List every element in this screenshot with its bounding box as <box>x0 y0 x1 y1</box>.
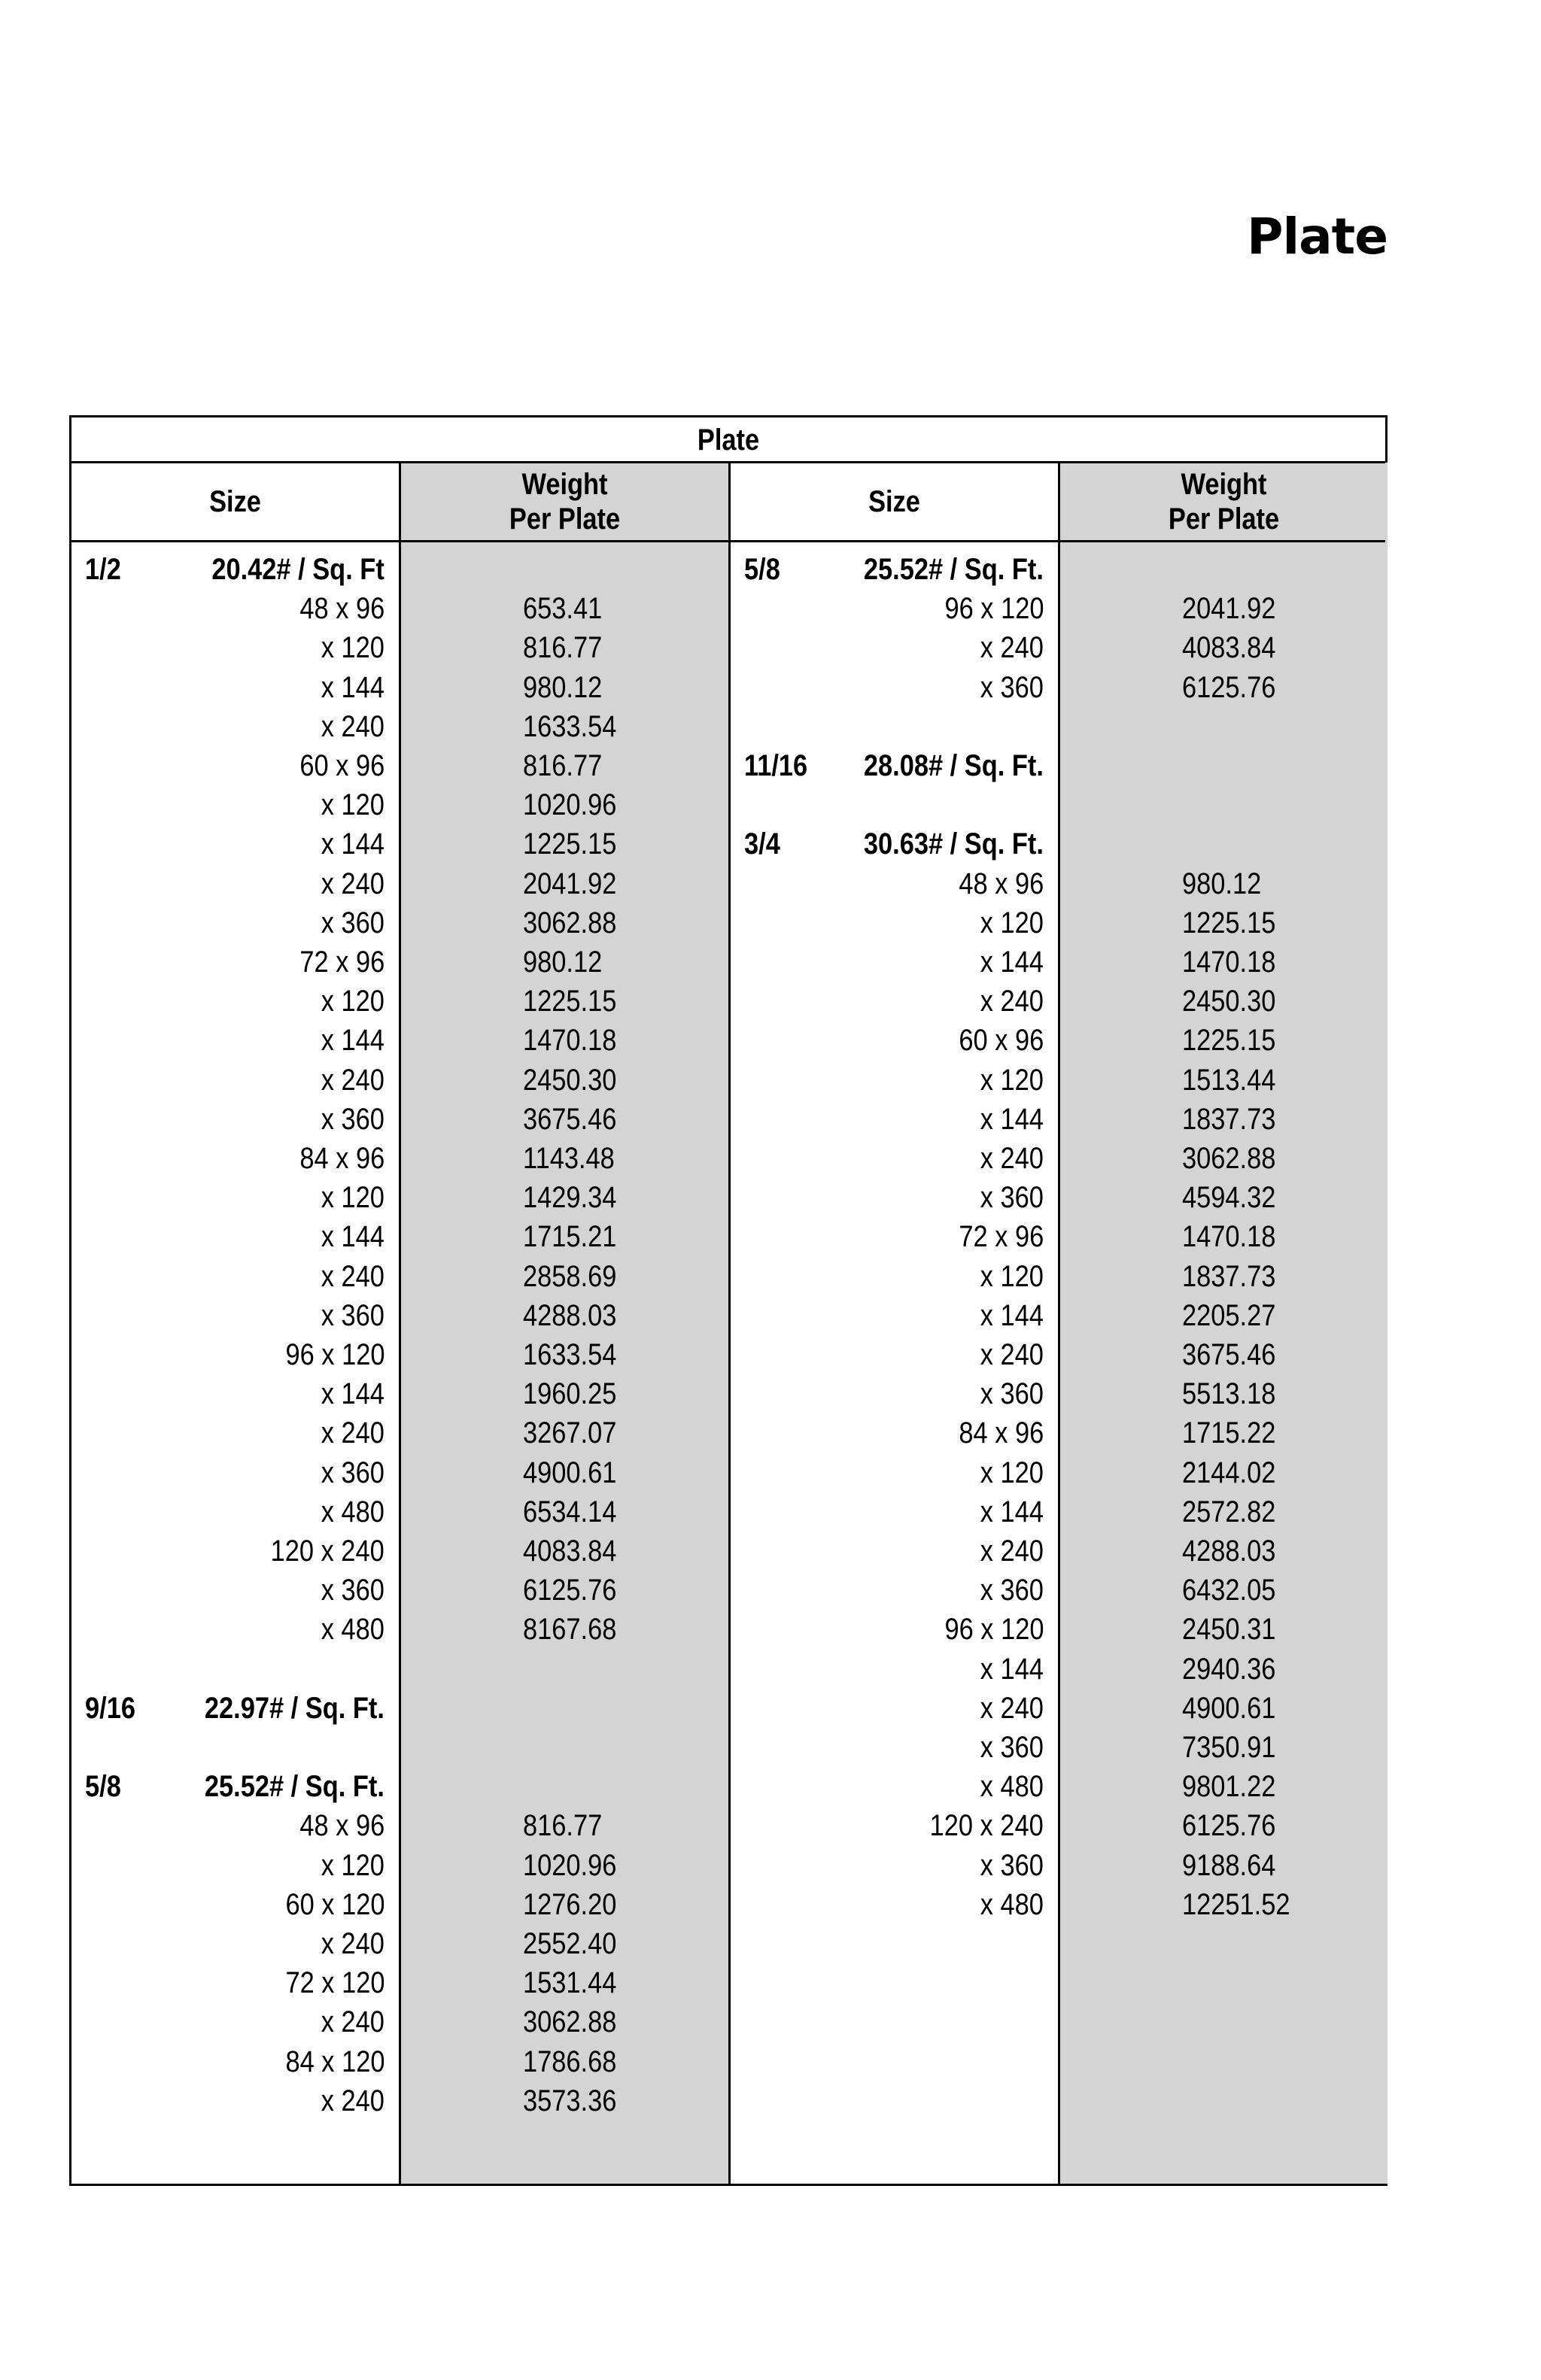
weight-cell: 3062.88 <box>523 2005 617 2039</box>
header-label-line2: Per Plate <box>509 502 621 536</box>
table-row <box>71 1139 731 1178</box>
size-cell: x 360 <box>321 1102 384 1136</box>
size-cell: 96 x 120 <box>944 1613 1044 1647</box>
table-row <box>731 1021 1390 1060</box>
weight-cell: 6125.76 <box>1182 670 1276 704</box>
size-cell: 60 x 120 <box>285 1887 384 1921</box>
weight-cell: 1225.15 <box>1182 1024 1276 1058</box>
weight-per-sq-ft: 22.97# / Sq. Ft. <box>205 1691 384 1725</box>
table-row <box>71 943 731 982</box>
table-row <box>71 1335 731 1374</box>
header-label: Size <box>209 485 261 518</box>
size-cell: x 144 <box>980 1652 1044 1686</box>
size-cell: 120 x 240 <box>929 1809 1044 1843</box>
weight-cell: 816.77 <box>523 749 603 782</box>
size-cell: x 240 <box>321 1927 384 1960</box>
weight-cell: 4288.03 <box>523 1298 617 1332</box>
weight-cell: 4083.84 <box>523 1535 617 1568</box>
size-cell: 84 x 96 <box>959 1416 1044 1450</box>
size-cell: x 120 <box>980 1456 1044 1489</box>
size-column-header <box>753 463 1035 540</box>
table-row <box>731 1413 1390 1453</box>
thickness-group-row <box>71 1767 731 1806</box>
size-cell: x 240 <box>980 631 1044 665</box>
table-row <box>731 982 1390 1021</box>
size-cell: 60 x 96 <box>299 749 384 782</box>
size-cell: x 240 <box>321 709 384 743</box>
table-row <box>71 982 731 1021</box>
table-row <box>71 1100 731 1139</box>
weight-cell: 9188.64 <box>1182 1848 1276 1882</box>
size-cell: x 240 <box>980 1535 1044 1568</box>
weight-cell: 2450.30 <box>523 1063 617 1097</box>
table-row <box>731 1178 1390 1217</box>
weight-cell: 2450.31 <box>1182 1613 1276 1647</box>
table-row <box>71 746 731 785</box>
size-cell: x 240 <box>321 1259 384 1293</box>
size-cell: 72 x 96 <box>959 1220 1044 1254</box>
table-row <box>731 1571 1390 1610</box>
table-row <box>71 707 731 746</box>
table-row <box>731 1374 1390 1413</box>
table-row <box>731 668 1390 707</box>
weight-cell: 1837.73 <box>1182 1259 1276 1293</box>
weight-cell: 1143.48 <box>523 1142 615 1175</box>
table-row <box>731 1767 1390 1806</box>
weight-column-header <box>424 463 705 540</box>
weight-cell: 653.41 <box>523 592 603 626</box>
size-column-header <box>94 463 375 540</box>
weight-cell: 1715.22 <box>1182 1416 1276 1450</box>
table-row <box>71 1413 731 1453</box>
table-row <box>71 1178 731 1217</box>
weight-cell: 1020.96 <box>523 1848 617 1882</box>
size-cell: x 120 <box>980 1259 1044 1293</box>
table-row <box>71 628 731 667</box>
weight-cell: 1470.18 <box>1182 946 1276 979</box>
thickness-label: 3/4 <box>744 827 780 861</box>
table-row <box>731 1139 1390 1178</box>
weight-cell: 2041.92 <box>523 867 617 900</box>
weight-cell: 6125.76 <box>523 1574 617 1607</box>
table-row <box>731 1100 1390 1139</box>
table-row <box>71 1571 731 1610</box>
weight-cell: 3267.07 <box>523 1416 617 1450</box>
size-cell: x 240 <box>980 1691 1044 1725</box>
weight-cell: 4594.32 <box>1182 1181 1276 1215</box>
weight-cell: 1960.25 <box>523 1377 617 1411</box>
table-row <box>71 864 731 903</box>
size-cell: x 240 <box>321 1063 384 1097</box>
thickness-group-row <box>731 824 1390 864</box>
weight-cell: 1715.21 <box>523 1220 617 1254</box>
table-row <box>71 589 731 628</box>
size-cell: x 480 <box>980 1887 1044 1921</box>
table-row <box>731 1689 1390 1728</box>
thickness-group-row <box>71 550 731 589</box>
table-row <box>71 668 731 707</box>
weight-cell: 2552.40 <box>523 1927 617 1960</box>
size-cell: 60 x 96 <box>959 1024 1044 1058</box>
table-row <box>71 824 731 864</box>
weight-cell: 9801.22 <box>1182 1770 1276 1804</box>
table-row <box>71 1610 731 1649</box>
header-label: Size <box>868 485 920 518</box>
size-cell: x 144 <box>321 1377 384 1411</box>
table-row <box>731 903 1390 943</box>
size-cell: x 480 <box>980 1770 1044 1804</box>
table-row <box>731 1846 1390 1885</box>
table-row <box>731 1650 1390 1689</box>
size-cell: x 360 <box>980 1731 1044 1764</box>
weight-cell: 2041.92 <box>1182 592 1276 626</box>
weight-cell: 1225.15 <box>523 985 617 1018</box>
size-cell: 120 x 240 <box>270 1535 384 1568</box>
weight-per-sq-ft: 28.08# / Sq. Ft. <box>864 749 1044 782</box>
table-row <box>71 1885 731 1924</box>
weight-cell: 1470.18 <box>523 1024 617 1058</box>
weight-cell: 1470.18 <box>1182 1220 1276 1254</box>
table-row <box>731 1061 1390 1100</box>
plate-weight-table <box>69 415 1388 2186</box>
size-cell: 72 x 96 <box>299 946 384 979</box>
size-cell: x 120 <box>321 788 384 822</box>
table-row <box>71 1846 731 1885</box>
size-cell: x 360 <box>321 1298 384 1332</box>
size-cell: 48 x 96 <box>299 592 384 626</box>
weight-per-sq-ft: 20.42# / Sq. Ft <box>211 553 384 586</box>
weight-cell: 2450.30 <box>1182 985 1276 1018</box>
table-row <box>731 1335 1390 1374</box>
weight-cell: 3062.88 <box>523 906 617 940</box>
size-cell: x 120 <box>980 906 1044 940</box>
size-cell: x 120 <box>321 1848 384 1882</box>
thickness-group-row <box>731 550 1390 589</box>
table-row <box>71 1374 731 1413</box>
weight-cell: 2205.27 <box>1182 1298 1276 1332</box>
weight-cell: 1633.54 <box>523 709 617 743</box>
table-row <box>71 903 731 943</box>
weight-cell: 4900.61 <box>1182 1691 1276 1725</box>
table-row <box>731 1453 1390 1492</box>
table-row <box>71 1532 731 1571</box>
size-cell: x 360 <box>980 1181 1044 1215</box>
table-row <box>71 1492 731 1532</box>
table-row <box>731 943 1390 982</box>
thickness-label: 5/8 <box>744 553 780 586</box>
table-row <box>71 2002 731 2042</box>
weight-cell: 1633.54 <box>523 1338 617 1371</box>
size-cell: x 480 <box>321 1613 384 1647</box>
size-cell: x 240 <box>980 1142 1044 1175</box>
size-cell: x 144 <box>321 1220 384 1254</box>
size-cell: 48 x 96 <box>299 1809 384 1843</box>
weight-per-sq-ft: 25.52# / Sq. Ft. <box>864 553 1044 586</box>
table-row <box>731 1728 1390 1767</box>
size-cell: x 120 <box>321 631 384 665</box>
weight-cell: 12251.52 <box>1182 1887 1290 1921</box>
thickness-label: 9/16 <box>85 1691 135 1725</box>
size-cell: x 480 <box>321 1495 384 1528</box>
weight-cell: 3573.36 <box>523 2084 617 2117</box>
size-cell: x 360 <box>321 906 384 940</box>
thickness-label: 11/16 <box>744 749 808 782</box>
size-cell: 84 x 96 <box>299 1142 384 1175</box>
thickness-label: 5/8 <box>85 1770 121 1804</box>
table-row <box>71 1217 731 1256</box>
header-label-line1: Weight <box>1181 468 1267 501</box>
weight-cell: 1225.15 <box>523 827 617 861</box>
weight-per-sq-ft: 30.63# / Sq. Ft. <box>864 827 1044 861</box>
weight-cell: 4900.61 <box>523 1456 617 1489</box>
weight-cell: 8167.68 <box>523 1613 617 1647</box>
size-cell: x 360 <box>321 1574 384 1607</box>
weight-cell: 1513.44 <box>1182 1063 1276 1097</box>
weight-cell: 980.12 <box>523 670 603 704</box>
weight-cell: 2144.02 <box>1182 1456 1276 1489</box>
thickness-label: 1/2 <box>85 553 121 586</box>
weight-cell: 1837.73 <box>1182 1102 1276 1136</box>
weight-cell: 4083.84 <box>1182 631 1276 665</box>
weight-cell: 980.12 <box>523 946 603 979</box>
size-cell: 96 x 120 <box>944 592 1044 626</box>
size-cell: x 240 <box>980 985 1044 1018</box>
table-row <box>731 1257 1390 1296</box>
size-cell: x 240 <box>321 1416 384 1450</box>
weight-cell: 1276.20 <box>523 1887 617 1921</box>
size-cell: 72 x 120 <box>285 1966 384 2000</box>
size-cell: x 360 <box>321 1456 384 1489</box>
table-row <box>71 1806 731 1845</box>
size-cell: x 144 <box>980 1298 1044 1332</box>
table-row <box>71 785 731 824</box>
thickness-group-row <box>731 746 1390 785</box>
weight-column-header <box>1083 463 1364 540</box>
weight-cell: 1020.96 <box>523 788 617 822</box>
table-row <box>731 628 1390 667</box>
weight-cell: 4288.03 <box>1182 1535 1276 1568</box>
weight-per-sq-ft: 25.52# / Sq. Ft. <box>205 1770 384 1804</box>
table-row <box>731 1217 1390 1256</box>
size-cell: x 144 <box>980 1495 1044 1528</box>
table-row <box>71 1257 731 1296</box>
size-cell: x 120 <box>980 1063 1044 1097</box>
size-cell: 84 x 120 <box>285 2045 384 2078</box>
size-cell: x 360 <box>980 1848 1044 1882</box>
table-row <box>71 1061 731 1100</box>
weight-cell: 816.77 <box>523 631 603 665</box>
table-row <box>71 2042 731 2081</box>
size-cell: x 144 <box>321 670 384 704</box>
table-row <box>71 1021 731 1060</box>
table-row <box>731 1806 1390 1845</box>
size-cell: x 144 <box>980 1102 1044 1136</box>
weight-cell: 2572.82 <box>1182 1495 1276 1528</box>
weight-cell: 6534.14 <box>523 1495 617 1528</box>
size-cell: x 144 <box>321 1024 384 1058</box>
table-row <box>71 2081 731 2120</box>
weight-cell: 816.77 <box>523 1809 603 1843</box>
table-row <box>731 1610 1390 1649</box>
table-row <box>71 1296 731 1335</box>
size-cell: x 240 <box>321 2005 384 2039</box>
size-cell: x 120 <box>321 1181 384 1215</box>
weight-cell: 2940.36 <box>1182 1652 1276 1686</box>
weight-cell: 3062.88 <box>1182 1142 1276 1175</box>
table-row <box>71 1963 731 2002</box>
size-cell: x 360 <box>980 670 1044 704</box>
table-row <box>731 1885 1390 1924</box>
weight-cell: 980.12 <box>1182 867 1262 900</box>
table-row <box>71 1924 731 1963</box>
size-cell: x 360 <box>980 1574 1044 1607</box>
weight-cell: 5513.18 <box>1182 1377 1276 1411</box>
table-row <box>731 1532 1390 1571</box>
size-cell: 48 x 96 <box>959 867 1044 900</box>
weight-cell: 7350.91 <box>1182 1731 1276 1764</box>
weight-cell: 6125.76 <box>1182 1809 1276 1843</box>
size-cell: x 120 <box>321 985 384 1018</box>
table-row <box>71 1453 731 1492</box>
weight-cell: 3675.46 <box>523 1102 617 1136</box>
weight-cell: 1429.34 <box>523 1181 617 1215</box>
thickness-group-row <box>71 1689 731 1728</box>
weight-cell: 1531.44 <box>523 1966 617 2000</box>
header-label-line1: Weight <box>521 468 608 501</box>
page-title: Plate <box>1247 208 1388 266</box>
size-cell: x 240 <box>980 1338 1044 1371</box>
weight-cell: 1225.15 <box>1182 906 1276 940</box>
table-row <box>731 1492 1390 1532</box>
size-cell: x 144 <box>321 827 384 861</box>
weight-cell: 6432.05 <box>1182 1574 1276 1607</box>
table-row <box>731 589 1390 628</box>
table-title: Plate <box>697 423 760 457</box>
weight-cell: 2858.69 <box>523 1259 617 1293</box>
table-row <box>731 1296 1390 1335</box>
size-cell: 96 x 120 <box>285 1338 384 1371</box>
size-cell: x 240 <box>321 867 384 900</box>
size-cell: x 240 <box>321 2084 384 2117</box>
table-row <box>731 864 1390 903</box>
weight-cell: 1786.68 <box>523 2045 617 2078</box>
size-cell: x 360 <box>980 1377 1044 1411</box>
weight-cell: 3675.46 <box>1182 1338 1276 1371</box>
header-label-line2: Per Plate <box>1168 502 1280 536</box>
size-cell: x 144 <box>980 946 1044 979</box>
